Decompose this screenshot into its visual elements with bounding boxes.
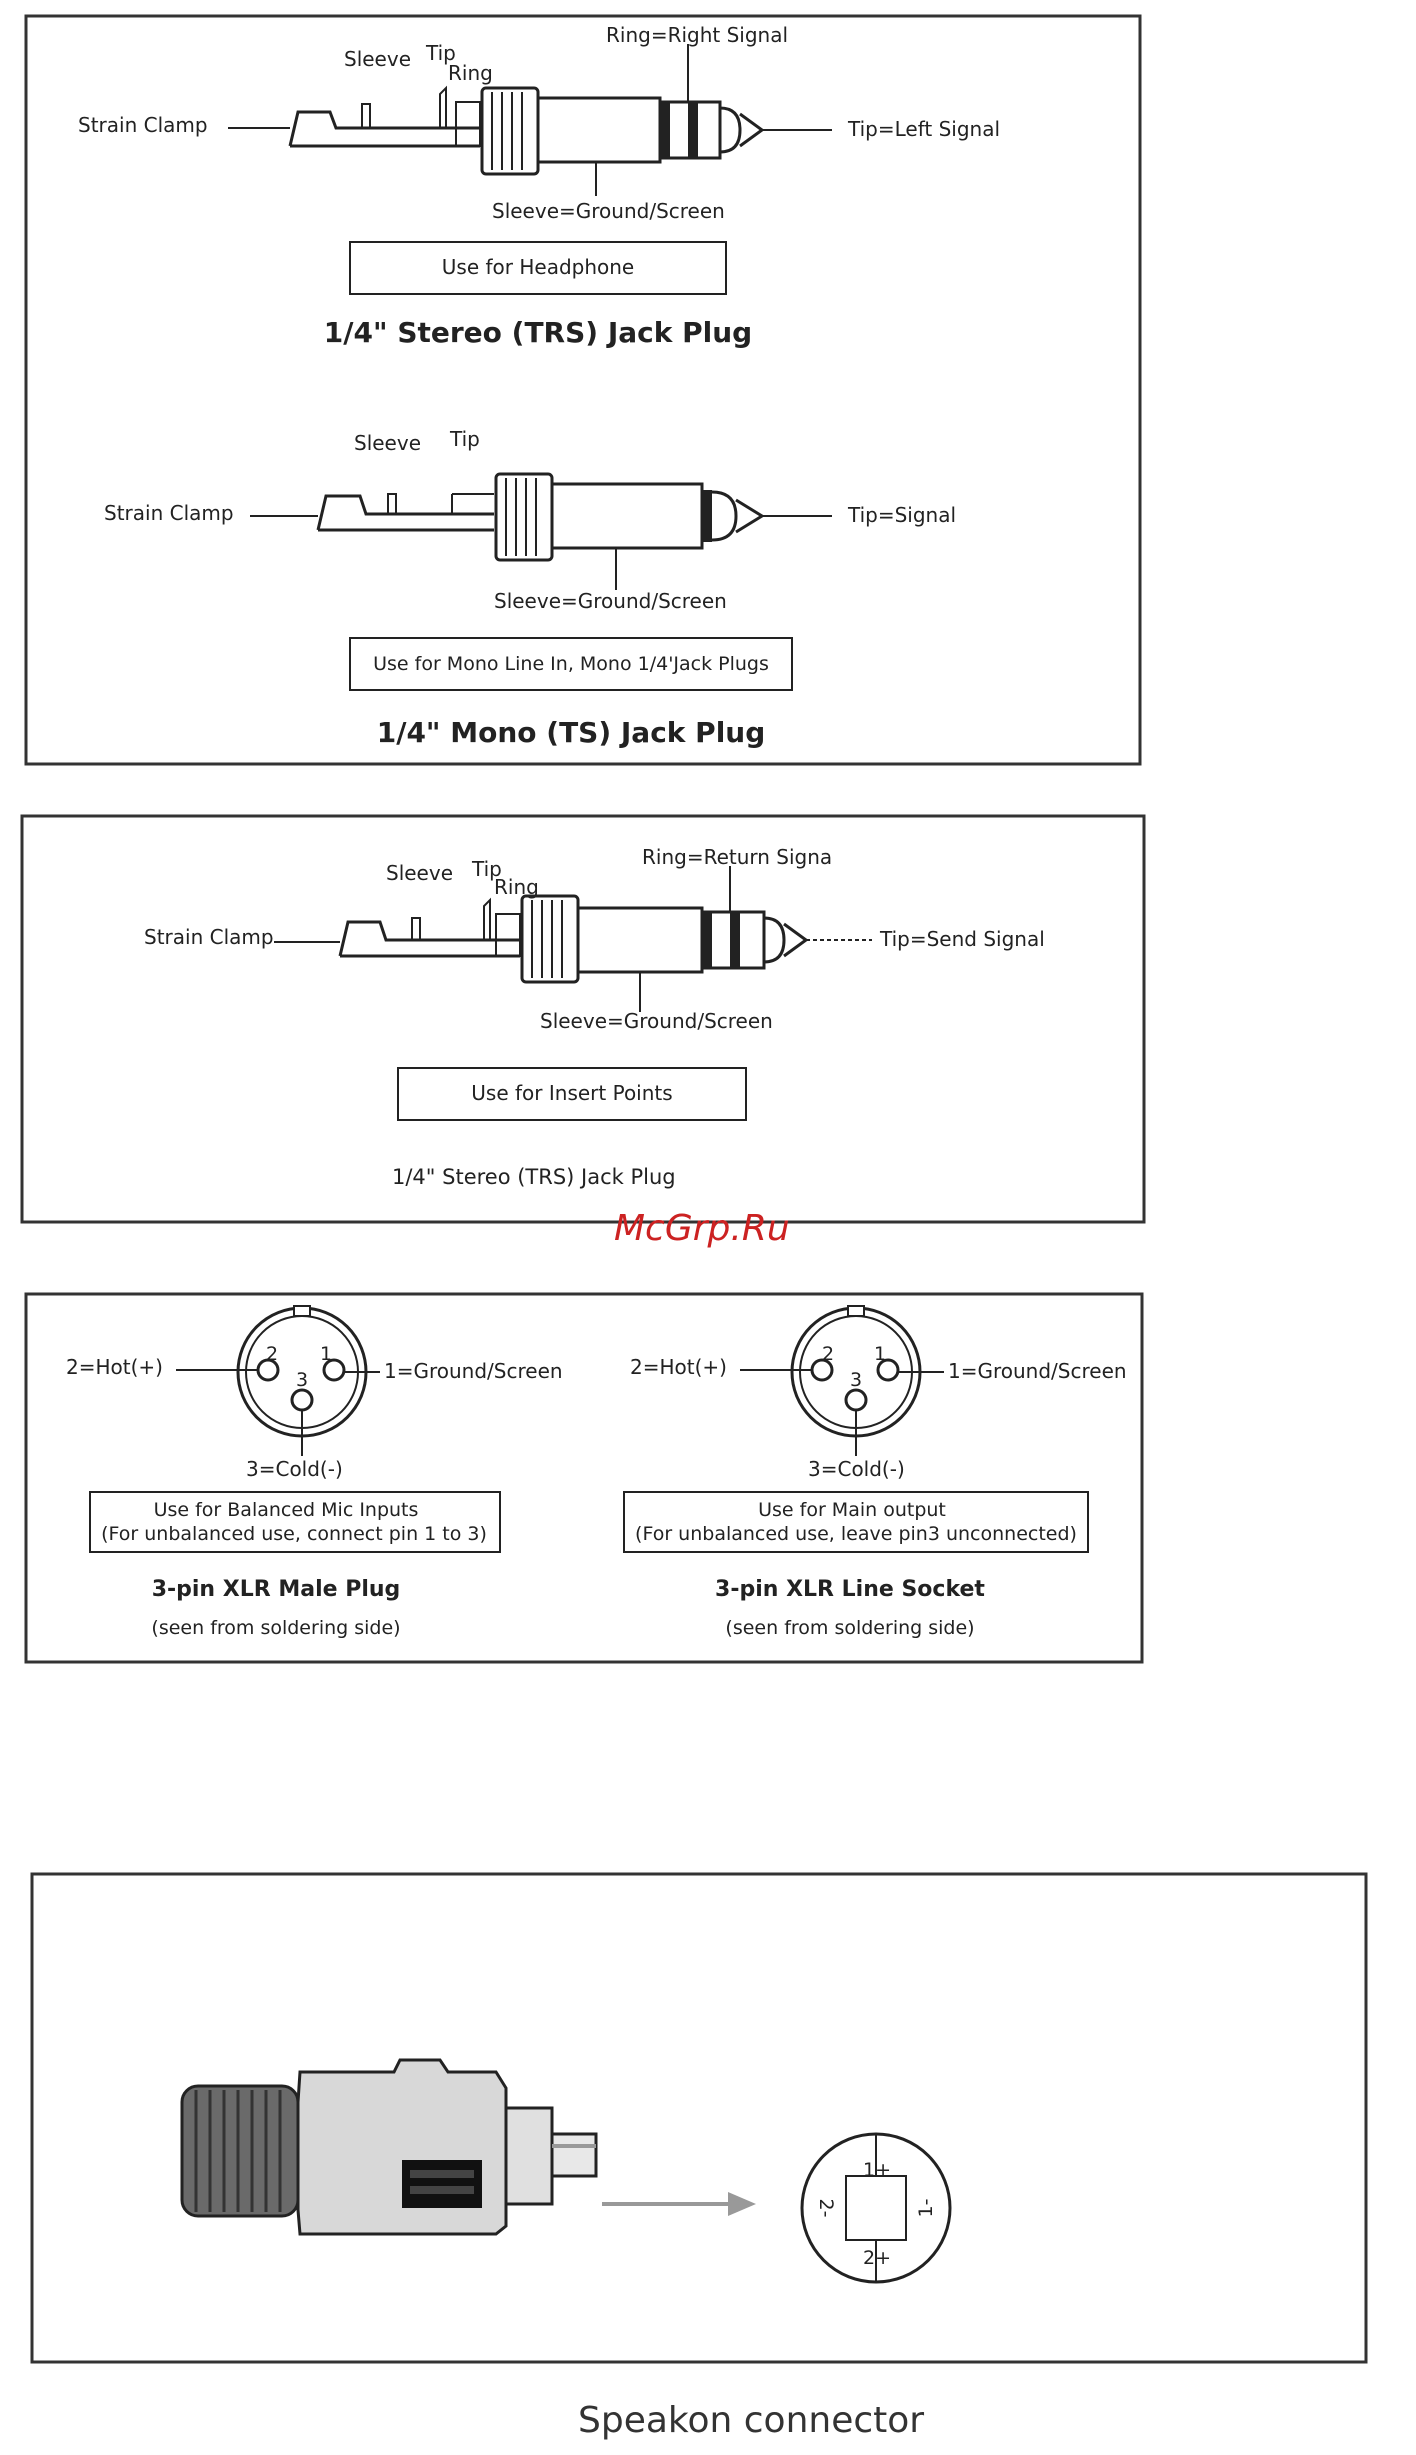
insert-sleeve-label: Sleeve bbox=[386, 861, 454, 885]
xlr-male-use-line2: (For unbalanced use, connect pin 1 to 3) bbox=[101, 1523, 487, 1545]
insert-tip-send-label: Tip=Send Signal bbox=[880, 927, 1045, 951]
insert-use-text: Use for Insert Points bbox=[471, 1081, 673, 1105]
panel-xlr bbox=[26, 1294, 1142, 1662]
stereo-ring-label: Ring bbox=[448, 61, 493, 85]
xlr-socket-title: 3-pin XLR Line Socket bbox=[715, 1577, 985, 1602]
mono-tip-signal-label: Tip=Signal bbox=[848, 503, 957, 527]
stereo-sleeve-label: Sleeve bbox=[344, 47, 412, 71]
mono-sleeve-label: Sleeve bbox=[354, 431, 422, 455]
insert-title: 1/4" Stereo (TRS) Jack Plug bbox=[392, 1165, 676, 1189]
speakon-pin-2plus: 2+ bbox=[862, 2247, 892, 2269]
stereo-tip-left-label: Tip=Left Signal bbox=[848, 117, 1001, 141]
mono-use-text: Use for Mono Line In, Mono 1/4'Jack Plugs bbox=[373, 653, 769, 675]
stereo-strain-clamp-label: Strain Clamp bbox=[78, 113, 208, 137]
insert-tip-label: Tip bbox=[472, 857, 502, 881]
xlr-male-title: 3-pin XLR Male Plug bbox=[151, 1577, 401, 1602]
speakon-plug-drawing bbox=[182, 2060, 596, 2234]
xlr-male-cold-label: 3=Cold(-) bbox=[246, 1457, 343, 1481]
stereo-sleeve-ground-label: Sleeve=Ground/Screen bbox=[492, 199, 725, 223]
xlr-male-pin1: 1 bbox=[320, 1343, 333, 1365]
xlr-socket-pin3: 3 bbox=[850, 1369, 863, 1391]
stereo-title: 1/4" Stereo (TRS) Jack Plug bbox=[323, 316, 753, 349]
mono-sleeve-ground-label: Sleeve=Ground/Screen bbox=[494, 589, 727, 613]
mono-title: 1/4" Mono (TS) Jack Plug bbox=[376, 716, 766, 749]
arrow-icon bbox=[602, 2192, 756, 2216]
xlr-male-pin2: 2 bbox=[266, 1343, 279, 1365]
insert-sleeve-ground-label: Sleeve=Ground/Screen bbox=[540, 1009, 773, 1033]
xlr-socket-ground-label: 1=Ground/Screen bbox=[948, 1359, 1127, 1383]
insert-strain-clamp-label: Strain Clamp bbox=[144, 925, 274, 949]
xlr-male-subtitle: (seen from soldering side) bbox=[151, 1617, 401, 1639]
watermark: McGrp.Ru bbox=[614, 1208, 790, 1249]
xlr-male-hot-label: 2=Hot(+) bbox=[66, 1355, 163, 1379]
xlr-socket-pin2: 2 bbox=[822, 1343, 835, 1365]
xlr-socket-subtitle: (seen from soldering side) bbox=[725, 1617, 975, 1639]
stereo-tip-label: Tip bbox=[426, 41, 456, 65]
xlr-socket-pin1: 1 bbox=[874, 1343, 887, 1365]
xlr-male-pin3: 3 bbox=[296, 1369, 309, 1391]
mono-strain-clamp-label: Strain Clamp bbox=[104, 501, 234, 525]
xlr-male-use-line1: Use for Balanced Mic Inputs bbox=[153, 1499, 419, 1521]
xlr-socket-use-line2: (For unbalanced use, leave pin3 unconnected) bbox=[635, 1523, 1077, 1545]
stereo-trs-plug-drawing bbox=[228, 44, 832, 196]
mono-ts-plug-drawing bbox=[250, 474, 832, 590]
xlr-socket-cold-label: 3=Cold(-) bbox=[808, 1457, 905, 1481]
stereo-use-text: Use for Headphone bbox=[441, 255, 635, 279]
insert-ring-label: Ring bbox=[494, 875, 539, 899]
xlr-socket-use-line1: Use for Main output bbox=[758, 1499, 946, 1521]
insert-trs-plug-drawing bbox=[274, 866, 872, 1012]
stereo-ring-right-label: Ring=Right Signal bbox=[606, 23, 789, 47]
speakon-caption: Speakon connector bbox=[578, 2400, 925, 2441]
xlr-socket-drawing bbox=[740, 1306, 944, 1456]
xlr-male-drawing bbox=[176, 1306, 380, 1456]
speakon-pin-1minus: 1- bbox=[915, 2198, 937, 2218]
speakon-pin-1plus: 1+ bbox=[862, 2159, 892, 2181]
xlr-male-ground-label: 1=Ground/Screen bbox=[384, 1359, 563, 1383]
insert-ring-return-label: Ring=Return Signa bbox=[642, 845, 833, 869]
speakon-pin-2minus: 2- bbox=[815, 2198, 837, 2218]
mono-tip-label: Tip bbox=[450, 427, 480, 451]
xlr-socket-hot-label: 2=Hot(+) bbox=[630, 1355, 727, 1379]
